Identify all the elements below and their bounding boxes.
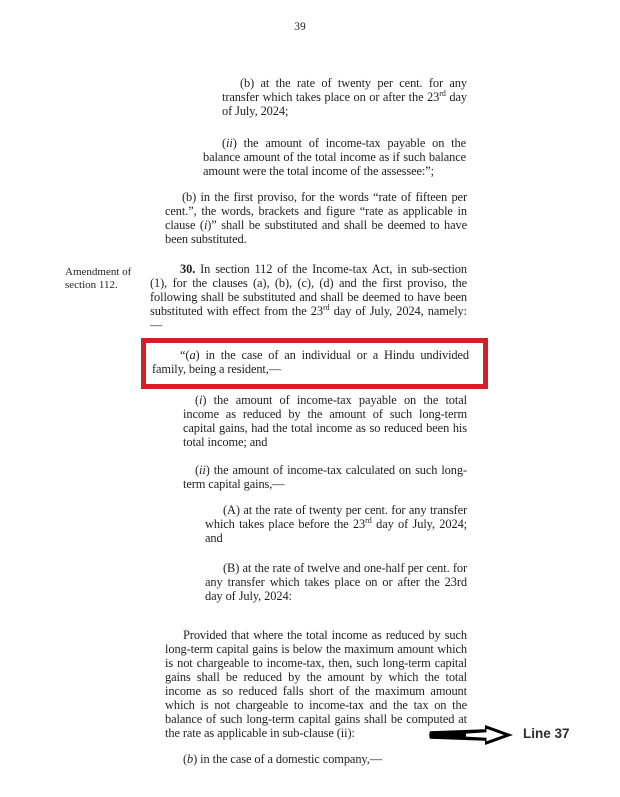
arrow-annotation: [428, 724, 514, 746]
para-clause-b-first-proviso: (b) in the first proviso, for the words “rate of fifteen per cent.”, the words, brackets and figure “rate as applicable in clause (i)” shall be substituted and shall be deemed to have been substituted.: [165, 190, 467, 246]
para-subclause-i: (i) the amount of income-tax payable on the total income as reduced by the amount of such long-term capital gains, had the total income as so reduced been his total income; and: [183, 393, 467, 449]
highlight-box: [141, 338, 488, 389]
para-section-30-amendment: 30. In section 112 of the Income-tax Act, in sub-section (1), for the clauses (a), (b), (c), (d) and the first proviso, the following shall be substituted and shall be deemed to have been substituted with effect from the 23rd day of July, 2024, namely:—: [150, 262, 467, 332]
para-proviso: Provided that where the total income as reduced by such long-term capital gains is below the maximum amount which is not chargeable to income-tax, then, such long-term capital gains shall be reduced by the amount by which the total income as so reduced falls short of the maximum amount which is not chargeable to income-tax and the tax on the balance of such long-term capital gains shall be computed at the rate as applicable in sub-clause (ii):: [165, 628, 467, 740]
para-clause-a-individual-huf: “(a) in the case of an individual or a Hindu undivided family, being a resident,—: [152, 348, 469, 376]
page-number: 39: [294, 21, 306, 33]
margin-note: Amendment of section 112.: [65, 266, 132, 291]
para-item-B: (B) at the rate of twelve and one-half per cent. for any transfer which takes place on or after the 23rd day of July, 2024:: [205, 561, 467, 603]
thick-right-arrow-icon: [428, 724, 514, 746]
para-clause-b-rate-twenty: (b) at the rate of twenty per cent. for any transfer which takes place on or after the 23rd day of July, 2024;: [222, 76, 467, 118]
line-37-label: Line 37: [523, 726, 570, 741]
para-subclause-ii: (ii) the amount of income-tax calculated on such long-term capital gains,—: [183, 463, 467, 491]
para-item-A: (A) at the rate of twenty per cent. for any transfer which takes place before the 23rd day of July, 2024; and: [205, 503, 468, 545]
para-clause-ii-balance-amount: (ii) the amount of income-tax payable on the balance amount of the total income as if such balance amount were the total income of the assessee:”;: [203, 136, 466, 178]
para-clause-b-domestic-company: (b) in the case of a domestic company,—: [183, 752, 383, 766]
